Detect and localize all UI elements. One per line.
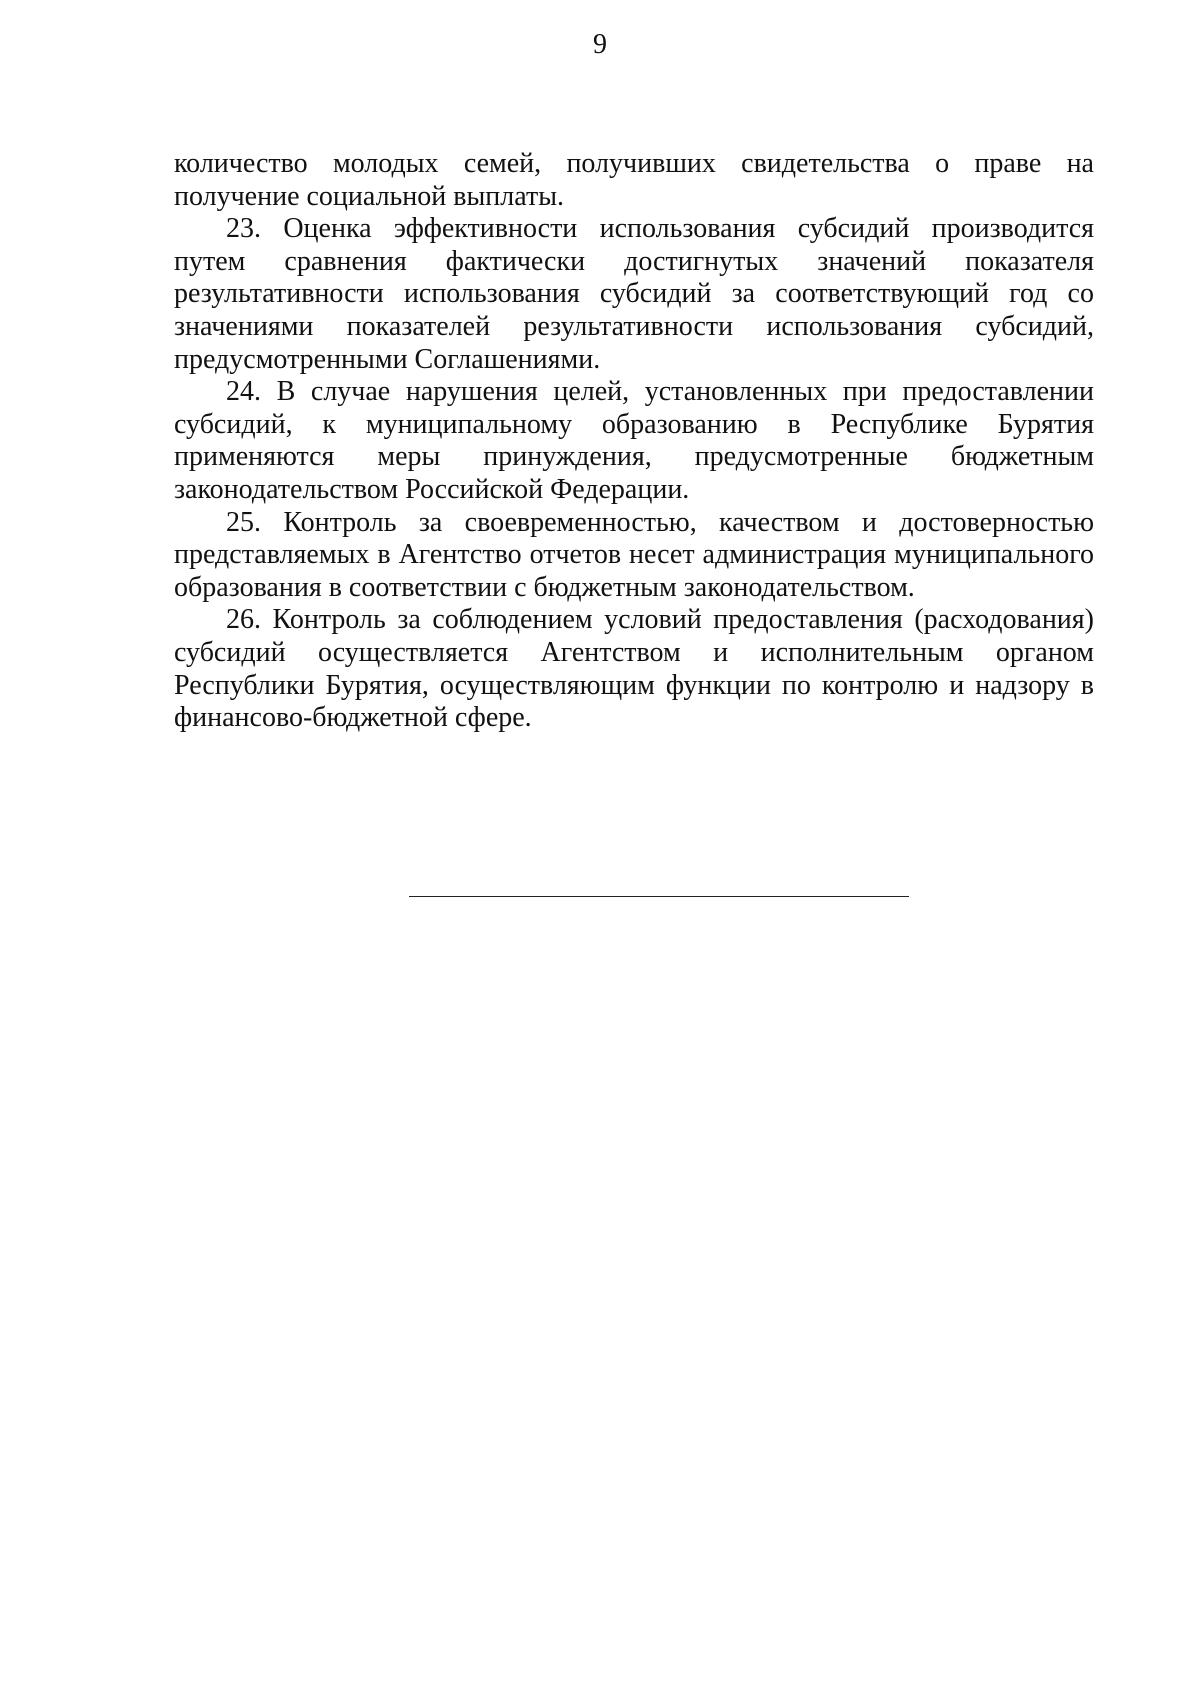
paragraph-24: 24. В случае нарушения целей, установленных при предоставлении субсидий, к муниципальному образованию в Республике Бурятия применяются меры принуждения, предусмотренные бюджетным законодательством Российской Федерации. (174, 376, 1094, 505)
paragraph-25: 25. Контроль за своевременностью, качеством и достоверностью представляемых в Агентство отчетов несет администрация муниципального образования в соответствии с бюджетным законодательством. (174, 506, 1094, 603)
document-body (174, 148, 1094, 735)
paragraph-23: 23. Оценка эффективности использования субсидий производится путем сравнения фактически достигнутых значений показателя результативности использования субсидий за соответствующий год со значениями показателей результативности использования субсидий, предусмотренными Соглашениями. (174, 213, 1094, 375)
end-of-document-rule (409, 896, 909, 897)
paragraph-continuation: количество молодых семей, получивших свидетельства о праве на получение социальной выплаты. (174, 148, 1094, 212)
paragraph-26: 26. Контроль за соблюдением условий предоставления (расходования) субсидий осуществляется Агентством и исполнительным органом Республики Бурятия, осуществляющим функции по контролю и надзору в финансово-бюджетной сфере. (174, 604, 1094, 734)
page-number: 9 (593, 29, 607, 60)
